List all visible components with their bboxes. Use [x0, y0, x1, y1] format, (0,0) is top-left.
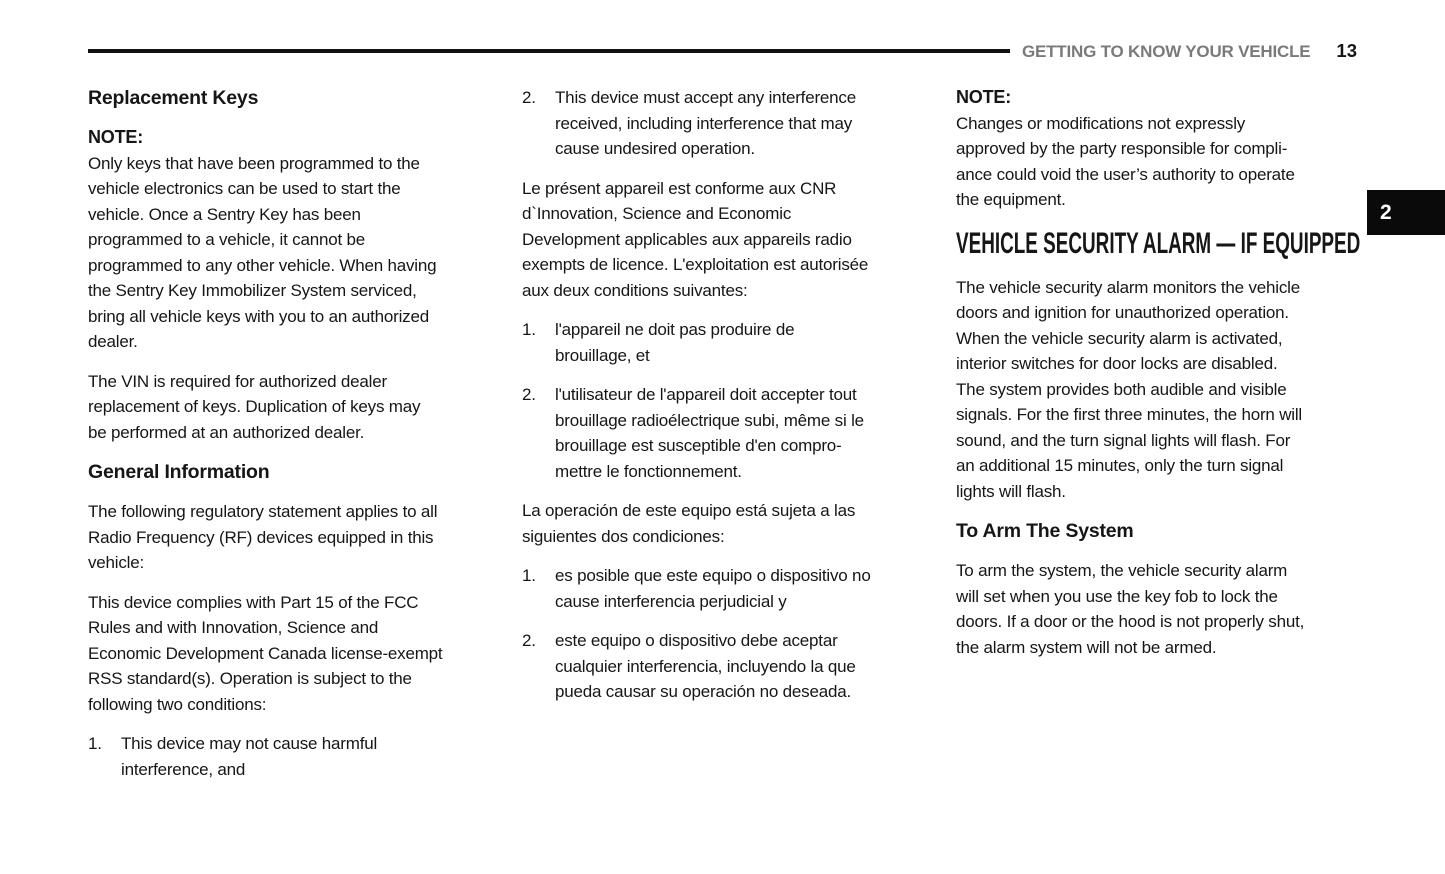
page-number: 13: [1336, 40, 1357, 61]
note-body: Only keys that have been programmed to the vehicle electronics can be used to start the vehicle. Once a Sentry Key has been programmed to a vehicle, it cannot be programmed to any other vehicle. When having the Sentry Key Immobilizer System serviced, bring all vehicle keys with you to an authorized dealer.: [88, 153, 437, 351]
paragraph-regulatory: The following regulatory statement applies to all Radio Frequency (RF) devices equipped in this vehicle:: [88, 502, 438, 572]
chapter-number: 2: [1380, 200, 1392, 224]
paragraph-fcc: This device complies with Part 15 of the FCC Rules and with Innovation, Science and Economic Development Canada license-exempt RSS standard(s). Operation is subject to the following two conditions:: [88, 592, 443, 714]
list-number: 1.: [522, 566, 536, 585]
list-text: This device may not cause harmful interference, and: [121, 734, 378, 779]
column-1: [88, 85, 488, 782]
list-text: l'appareil ne doit pas produire de brouillage, et: [555, 320, 795, 365]
running-header: [600, 40, 1357, 62]
list-number: 2.: [522, 385, 536, 404]
list-number: 2.: [522, 88, 536, 107]
note-body: Changes or modifications not expressly approved by the party responsible for compli- ance could void the user’s authority to operate the equipment.: [956, 113, 1295, 209]
paragraph-french: Le présent appareil est conforme aux CNR d`Innovation, Science and Economic Development applicables aux appareils radio exempts de licence. L'exploitation est autorisée aux deux conditions suivantes:: [522, 178, 869, 300]
list-item-en-1: [88, 731, 488, 782]
note-label: NOTE:: [88, 127, 143, 147]
paragraph-vin: The VIN is required for authorized dealer replacement of keys. Duplication of keys may be performed at an authorized dealer.: [88, 371, 421, 442]
paragraph-alarm: The vehicle security alarm monitors the vehicle doors and ignition for unauthorized operation. When the vehicle security alarm is activated, interior switches for door locks are disabled. The system provides both audible and visible signals. For the first three minutes, the horn will sound, and the turn signal lights will flash. For an additional 15 minutes, only the turn signal lights will flash.: [956, 277, 1303, 501]
list-text: l'utilisateur de l'appareil doit accepter tout brouillage radioélectrique subi, même si le brouillage est susceptible d'en compro- mettre le fonctionnement.: [555, 385, 864, 481]
list-item-en-2: [522, 85, 922, 162]
heading-vehicle-security-alarm: VEHICLE SECURITY ALARM — IF EQUIPPED: [956, 226, 1361, 260]
list-item-fr-1: [522, 317, 922, 368]
list-text: es posible que este equipo o dispositivo no cause interferencia perjudicial y: [555, 566, 871, 611]
note-label: NOTE:: [956, 87, 1011, 107]
list-number: 1.: [88, 734, 102, 753]
paragraph-spanish: La operación de este equipo está sujeta a las siguientes dos condiciones:: [522, 501, 856, 546]
list-item-es-2: [522, 628, 922, 705]
list-text: This device must accept any interference received, including interference that may cause undesired operation.: [555, 88, 856, 158]
list-item-es-1: [522, 563, 922, 614]
list-number: 1.: [522, 320, 536, 339]
column-2: [522, 85, 922, 782]
text-columns: [88, 85, 1361, 782]
heading-general-information: General Information: [88, 461, 270, 483]
chapter-tab: [1367, 190, 1445, 235]
list-item-fr-2: [522, 382, 922, 484]
column-3: [956, 85, 1361, 782]
list-text: este equipo o dispositivo debe aceptar cualquier interferencia, incluyendo la que pueda causar su operación no deseada.: [555, 631, 856, 701]
running-header-title: GETTING TO KNOW YOUR VEHICLE: [1021, 42, 1311, 61]
list-number: 2.: [522, 631, 536, 650]
heading-to-arm-the-system: To Arm The System: [956, 520, 1134, 542]
paragraph-arm: To arm the system, the vehicle security alarm will set when you use the key fob to lock the doors. If a door or the hood is not properly shut, the alarm system will not be armed.: [956, 561, 1305, 657]
heading-replacement-keys: Replacement Keys: [88, 87, 259, 109]
